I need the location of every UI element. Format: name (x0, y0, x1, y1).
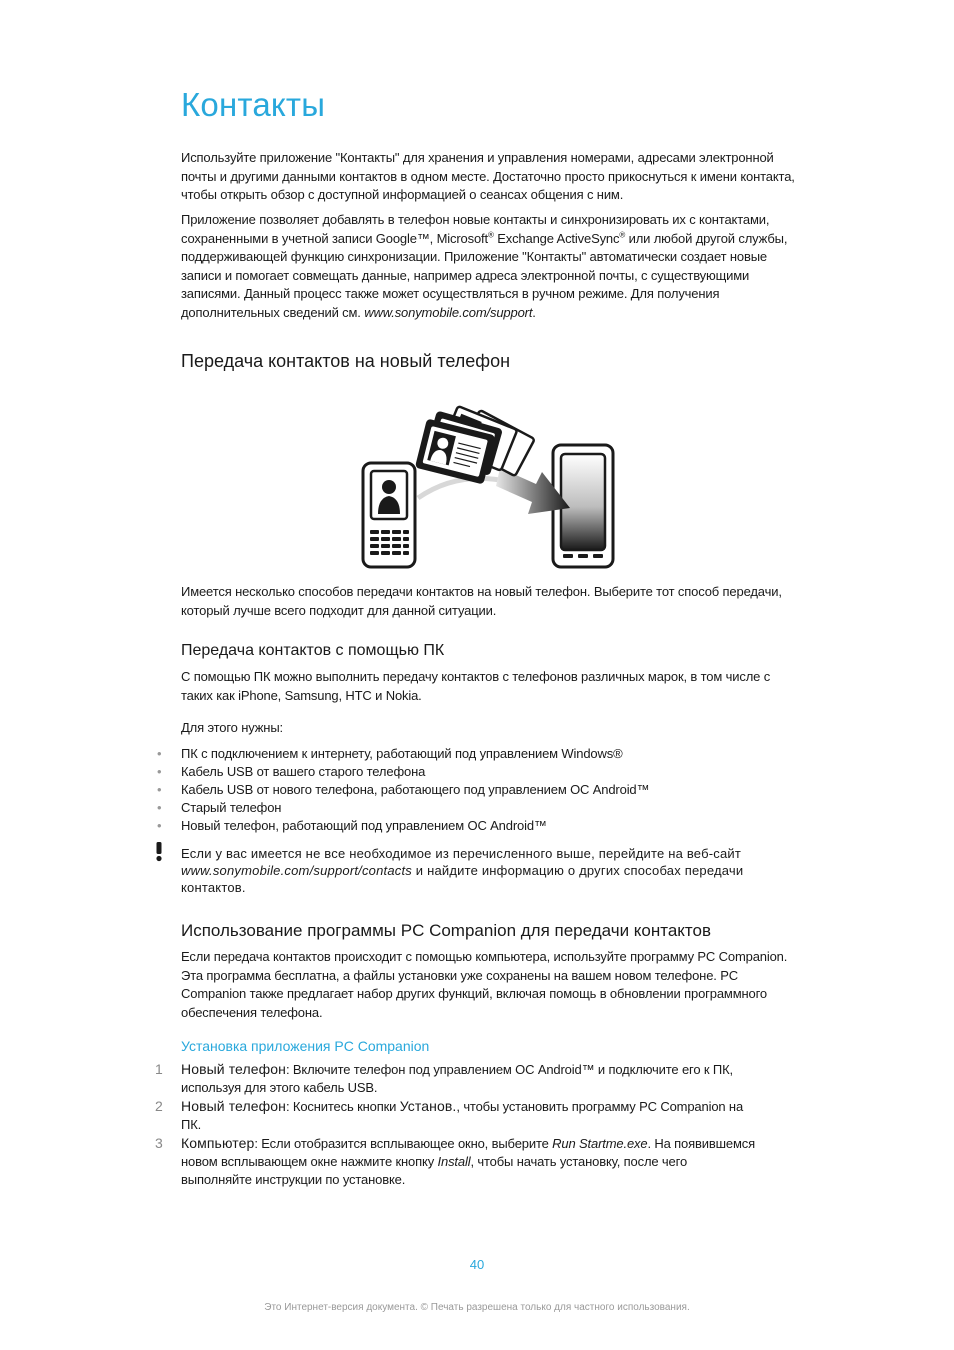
list-item: • Новый телефон, работающий под управлением ОС Android™ (157, 818, 547, 833)
exclamation-icon (155, 842, 163, 862)
list-item: • ПК с подключением к интернету, работающий под управлением Windows® (157, 746, 623, 761)
page-number: 40 (469, 1257, 485, 1272)
section-heading-pc-companion: Использование программы PC Companion для передачи контактов (181, 921, 712, 940)
footer-text: Это Интернет-версия документа. © Печать разрешена только для частного использования. (264, 1302, 690, 1313)
list-item: • Кабель USB от вашего старого телефона (157, 764, 426, 779)
note-text: Если у вас имеется не все необходимое из перечисленного выше, перейдите на веб-сайт www.sonymobile.com/support/contacts и найдите информацию о других способах передачи контактов. (181, 846, 744, 895)
section-heading-pc: Передача контактов с помощью ПК (181, 642, 445, 659)
install-button-label: Установ. (399, 1098, 457, 1114)
list-item: • Кабель USB от нового телефона, работающего под управлением ОС Android™ (157, 782, 650, 797)
step-item: 1 Новый телефон: Включите телефон под управлением ОС Android™ и подключите его к ПК, используя для этого кабель USB. (155, 1061, 733, 1095)
install-steps (155, 1060, 761, 1189)
list-item: • Старый телефон (157, 800, 282, 815)
transfer-arrow-icon (418, 468, 570, 514)
requirements-label: Для этого нужны: (181, 720, 283, 735)
pc-transfer-text: С помощью ПК можно выполнить передачу контактов с телефонов различных марок, в том числе с таких как iPhone, Samsung, HTC и Nokia. (181, 669, 771, 703)
pc-companion-text: Если передача контактов происходит с помощью компьютера, используйте программу PC Companion. Эта программа бесплатна, а файлы установки уже сохранены на вашем новом телефоне. PC Companion также предлагает набор других функций, включая помощь в обновлении программного обеспечения телефона. (181, 949, 788, 1020)
step-item: 3 Компьютер: Если отобразится всплывающее окно, выберите Run Startme.exe. На появившемся новом всплывающем окне нажмите кнопку Install, чтобы начать установку, после чего выполняйте инструкции по установке. (155, 1135, 756, 1187)
contact-cards-icon (416, 406, 534, 483)
section-heading-transfer: Передача контактов на новый телефон (181, 351, 511, 371)
transfer-intro-text: Имеется несколько способов передачи контактов на новый телефон. Выберите тот способ передачи, который лучше всего подходит для данной ситуации. (181, 584, 782, 618)
step-item: 2 Новый телефон: Коснитесь кнопки Установ., чтобы установить программу PC Companion на ПК. (155, 1098, 744, 1132)
intro-paragraph-1: Используйте приложение "Контакты" для хранения и управления номерами, адресами электронной почты и другими данными контактов в одном месте. Достаточно просто прикоснуться к имени контакта, чтобы открыть обзор с доступной информацией о сеансах общения с ним. (181, 150, 795, 202)
page-title: Контакты (181, 86, 326, 123)
requirements-list (157, 745, 650, 835)
install-subheading: Установка приложения PC Companion (181, 1038, 430, 1054)
support-link[interactable]: www.sonymobile.com/support (364, 304, 533, 320)
intro-paragraph-2: Приложение позволяет добавлять в телефон новые контакты и синхронизировать их с контактами, сохраненными в учетной записи Google™, Microsoft® Exchange ActiveSync® или любой другой службы, поддерживающей функцию синхронизации. Приложение "Контакты" автоматически создает новые записи и помогает совмещать данные, например адреса электронной почты, с существующими записями. Данный процесс также может осуществляться в ручном режиме. Для получения дополнительных сведений см. www.sonymobile.com/support. (181, 212, 788, 320)
contacts-support-link[interactable]: www.sonymobile.com/support/contacts (181, 863, 412, 878)
old-phone-icon (363, 463, 415, 567)
contacts-transfer-illustration (360, 390, 620, 572)
